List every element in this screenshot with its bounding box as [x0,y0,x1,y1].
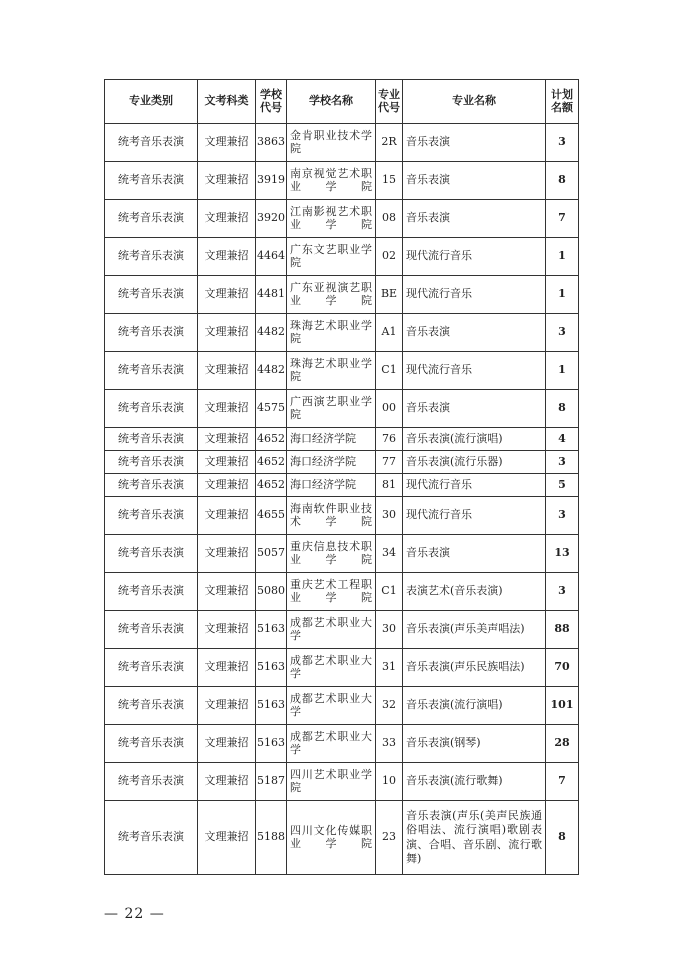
cell-quota: 5 [546,474,579,497]
cell-subject: 文理兼招 [198,763,256,801]
cell-category: 统考音乐表演 [105,497,198,535]
cell-school-name: 海口经济学院 [287,428,376,451]
cell-major-code: 81 [376,474,403,497]
cell-school-name: 广东亚视演艺职业学院 [287,276,376,314]
cell-subject: 文理兼招 [198,649,256,687]
cell-school-name: 四川文化传媒职业学院 [287,801,376,875]
cell-category: 统考音乐表演 [105,238,198,276]
cell-school-code: 4464 [256,238,287,276]
cell-quota: 8 [546,162,579,200]
cell-school-name: 成都艺术职业大学 [287,725,376,763]
cell-subject: 文理兼招 [198,451,256,474]
header-quota [546,80,579,124]
cell-school-code: 4652 [256,428,287,451]
cell-major-name: 音乐表演(流行演唱) [403,687,546,725]
cell-subject: 文理兼招 [198,390,256,428]
cell-category: 统考音乐表演 [105,124,198,162]
cell-quota: 4 [546,428,579,451]
cell-major-code: A1 [376,314,403,352]
cell-subject: 文理兼招 [198,428,256,451]
cell-school-name: 南京视觉艺术职业学院 [287,162,376,200]
table-row [105,352,579,390]
cell-school-name: 海南软件职业技术学院 [287,497,376,535]
table-row [105,763,579,801]
cell-major-name: 表演艺术(音乐表演) [403,573,546,611]
table-row [105,162,579,200]
cell-quota: 3 [546,451,579,474]
cell-quota: 1 [546,238,579,276]
header-school-code-text: 学校代号 [260,88,282,114]
table-header-row [105,80,579,124]
cell-school-name: 广西演艺职业学院 [287,390,376,428]
cell-school-code: 5163 [256,649,287,687]
cell-major-name: 音乐表演(流行乐器) [403,451,546,474]
cell-major-name: 音乐表演(声乐民族唱法) [403,649,546,687]
cell-subject: 文理兼招 [198,725,256,763]
cell-school-code: 4652 [256,474,287,497]
table-row [105,474,579,497]
cell-subject: 文理兼招 [198,276,256,314]
cell-quota: 1 [546,276,579,314]
cell-major-name: 音乐表演(钢琴) [403,725,546,763]
cell-major-code: 00 [376,390,403,428]
table-row [105,124,579,162]
cell-major-code: BE [376,276,403,314]
cell-major-code: 15 [376,162,403,200]
cell-category: 统考音乐表演 [105,474,198,497]
cell-subject: 文理兼招 [198,162,256,200]
cell-school-code: 4482 [256,314,287,352]
cell-major-name: 音乐表演(流行演唱) [403,428,546,451]
cell-quota: 8 [546,801,579,875]
cell-category: 统考音乐表演 [105,573,198,611]
cell-major-name: 音乐表演(声乐(美声民族通俗唱法、流行演唱)歌剧表演、合唱、音乐剧、流行歌舞) [403,801,546,875]
cell-quota: 88 [546,611,579,649]
header-quota-text: 计划名额 [551,88,573,114]
cell-quota: 28 [546,725,579,763]
cell-school-code: 4481 [256,276,287,314]
cell-school-name: 珠海艺术职业学院 [287,314,376,352]
cell-school-name: 重庆艺术工程职业学院 [287,573,376,611]
cell-major-code: 02 [376,238,403,276]
cell-school-name: 海口经济学院 [287,451,376,474]
header-major-code [376,80,403,124]
cell-quota: 70 [546,649,579,687]
cell-school-name: 珠海艺术职业学院 [287,352,376,390]
cell-major-code: 30 [376,497,403,535]
cell-school-code: 5080 [256,573,287,611]
table-row [105,497,579,535]
cell-quota: 3 [546,124,579,162]
cell-quota: 13 [546,535,579,573]
header-major-name: 专业名称 [403,80,546,124]
cell-subject: 文理兼招 [198,200,256,238]
cell-category: 统考音乐表演 [105,801,198,875]
cell-subject: 文理兼招 [198,687,256,725]
cell-school-code: 3920 [256,200,287,238]
cell-major-code: 08 [376,200,403,238]
cell-quota: 3 [546,573,579,611]
cell-major-name: 音乐表演(流行歌舞) [403,763,546,801]
cell-major-name: 现代流行音乐 [403,238,546,276]
cell-category: 统考音乐表演 [105,428,198,451]
cell-school-code: 4575 [256,390,287,428]
cell-category: 统考音乐表演 [105,535,198,573]
table-row [105,535,579,573]
cell-category: 统考音乐表演 [105,390,198,428]
cell-school-code: 5187 [256,763,287,801]
cell-school-code: 3919 [256,162,287,200]
cell-category: 统考音乐表演 [105,451,198,474]
cell-major-code: 77 [376,451,403,474]
cell-quota: 101 [546,687,579,725]
cell-category: 统考音乐表演 [105,162,198,200]
table-row [105,801,579,875]
cell-major-name: 现代流行音乐 [403,276,546,314]
cell-school-name: 成都艺术职业大学 [287,611,376,649]
cell-major-code: 2R [376,124,403,162]
cell-major-code: 31 [376,649,403,687]
cell-school-name: 重庆信息技术职业学院 [287,535,376,573]
cell-major-code: 34 [376,535,403,573]
cell-category: 统考音乐表演 [105,649,198,687]
cell-category: 统考音乐表演 [105,725,198,763]
table-row [105,451,579,474]
cell-subject: 文理兼招 [198,352,256,390]
cell-subject: 文理兼招 [198,124,256,162]
cell-subject: 文理兼招 [198,535,256,573]
cell-category: 统考音乐表演 [105,611,198,649]
table-row [105,573,579,611]
cell-quota: 3 [546,314,579,352]
cell-school-name: 广东文艺职业学院 [287,238,376,276]
table-row [105,314,579,352]
table-row [105,725,579,763]
cell-major-code: 23 [376,801,403,875]
cell-subject: 文理兼招 [198,801,256,875]
cell-school-code: 5163 [256,725,287,763]
cell-subject: 文理兼招 [198,573,256,611]
cell-major-name: 音乐表演 [403,390,546,428]
cell-major-name: 现代流行音乐 [403,474,546,497]
cell-school-code: 5057 [256,535,287,573]
cell-major-name: 音乐表演 [403,162,546,200]
cell-major-code: C1 [376,573,403,611]
cell-major-name: 音乐表演 [403,314,546,352]
page-number: — 22 — [104,906,165,922]
cell-school-code: 4482 [256,352,287,390]
cell-category: 统考音乐表演 [105,276,198,314]
cell-school-code: 5188 [256,801,287,875]
cell-major-name: 音乐表演 [403,124,546,162]
cell-major-code: 32 [376,687,403,725]
cell-major-name: 音乐表演(声乐美声唱法) [403,611,546,649]
cell-school-name: 海口经济学院 [287,474,376,497]
cell-school-code: 5163 [256,687,287,725]
table-row [105,611,579,649]
cell-school-name: 江南影视艺术职业学院 [287,200,376,238]
table-row [105,428,579,451]
cell-quota: 7 [546,200,579,238]
header-school-code [256,80,287,124]
table-row [105,238,579,276]
table-row [105,390,579,428]
cell-category: 统考音乐表演 [105,200,198,238]
cell-major-name: 音乐表演 [403,200,546,238]
cell-major-code: 10 [376,763,403,801]
header-major-code-text: 专业代号 [378,88,400,114]
cell-subject: 文理兼招 [198,314,256,352]
cell-school-code: 5163 [256,611,287,649]
cell-school-name: 金肯职业技术学院 [287,124,376,162]
cell-school-code: 4652 [256,451,287,474]
cell-category: 统考音乐表演 [105,687,198,725]
header-subject: 文考科类 [198,80,256,124]
cell-major-code: C1 [376,352,403,390]
cell-quota: 3 [546,497,579,535]
cell-subject: 文理兼招 [198,611,256,649]
table-row [105,200,579,238]
cell-quota: 1 [546,352,579,390]
cell-school-name: 四川艺术职业学院 [287,763,376,801]
table-row [105,649,579,687]
cell-major-name: 现代流行音乐 [403,352,546,390]
cell-subject: 文理兼招 [198,474,256,497]
table-row [105,276,579,314]
cell-category: 统考音乐表演 [105,352,198,390]
cell-school-name: 成都艺术职业大学 [287,687,376,725]
cell-major-name: 音乐表演 [403,535,546,573]
cell-school-code: 3863 [256,124,287,162]
cell-quota: 7 [546,763,579,801]
cell-school-code: 4655 [256,497,287,535]
cell-school-name: 成都艺术职业大学 [287,649,376,687]
cell-category: 统考音乐表演 [105,763,198,801]
cell-major-code: 30 [376,611,403,649]
table-row [105,687,579,725]
cell-quota: 8 [546,390,579,428]
header-school-name: 学校名称 [287,80,376,124]
enrollment-plan-table [104,79,579,875]
header-category: 专业类别 [105,80,198,124]
cell-subject: 文理兼招 [198,238,256,276]
cell-major-name: 现代流行音乐 [403,497,546,535]
cell-category: 统考音乐表演 [105,314,198,352]
cell-major-code: 33 [376,725,403,763]
cell-major-code: 76 [376,428,403,451]
cell-subject: 文理兼招 [198,497,256,535]
